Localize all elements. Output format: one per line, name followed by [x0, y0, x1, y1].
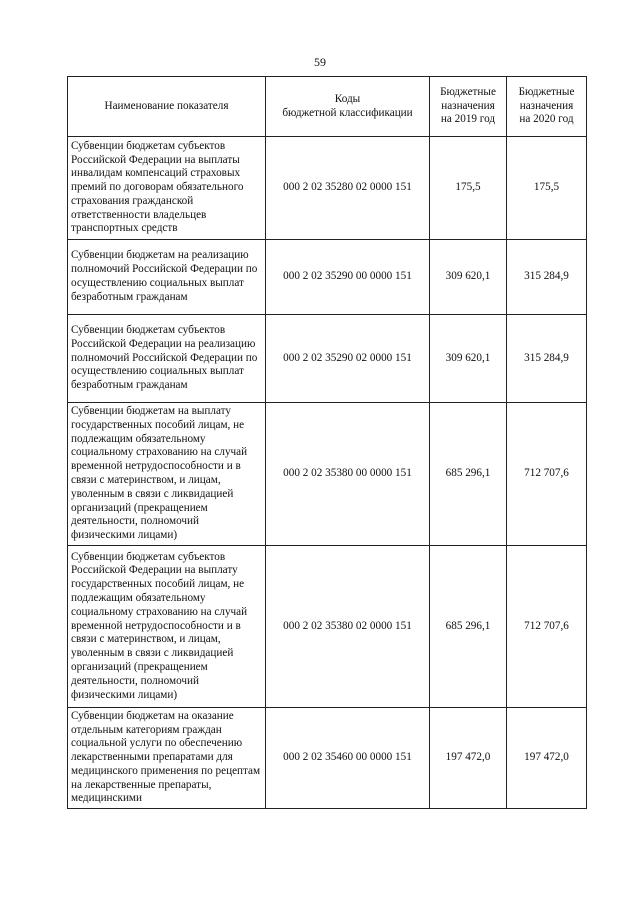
row-value-2020: 712 707,6: [507, 546, 587, 708]
row-value-2020: 175,5: [507, 137, 587, 240]
row-name: Субвенции бюджетам на оказание отдельным категориям граждан социальной услуги по обеспечению лекарственными препаратами для медицинского применения по рецептам на лекарственные препараты, медицинскими: [68, 708, 266, 809]
row-code: 000 2 02 35380 00 0000 151: [266, 403, 430, 546]
header-2019: Бюджетные назначения на 2019 год: [430, 77, 507, 137]
row-code: 000 2 02 35380 02 0000 151: [266, 546, 430, 708]
row-name: Субвенции бюджетам на реализацию полномочий Российской Федерации по осуществлению социальных выплат безработным гражданам: [68, 240, 266, 315]
row-name: Субвенции бюджетам субъектов Российской Федерации на выплату государственных пособий лицам, не подлежащим обязательному социальному страхованию на случай временной нетрудоспособности и в связи с материнством, и лицам, уволенным в связи с ликвидацией организаций (прекращением деятельности, полномочий физическими лицами): [68, 546, 266, 708]
table-header-row: [68, 77, 587, 137]
row-value-2019: 685 296,1: [430, 546, 507, 708]
row-value-2019: 197 472,0: [430, 708, 507, 809]
header-2020: Бюджетные назначения на 2020 год: [507, 77, 587, 137]
row-name: Субвенции бюджетам на выплату государственных пособий лицам, не подлежащим обязательному социальному страхованию на случай временной нетрудоспособности и в связи с материнством, и лицам, уволенным в связи с ликвидацией организаций (прекращением деятельности, полномочий физическими лицами): [68, 403, 266, 546]
row-value-2020: 315 284,9: [507, 315, 587, 403]
table-row: [68, 315, 587, 403]
table-row: [68, 708, 587, 809]
row-code: 000 2 02 35290 00 0000 151: [266, 240, 430, 315]
row-value-2019: 685 296,1: [430, 403, 507, 546]
row-value-2019: 309 620,1: [430, 315, 507, 403]
page-number: 59: [314, 55, 326, 69]
table-row: [68, 137, 587, 240]
row-name: Субвенции бюджетам субъектов Российской Федерации на реализацию полномочий Российской Федерации по осуществлению социальных выплат безработным гражданам: [68, 315, 266, 403]
row-value-2020: 712 707,6: [507, 403, 587, 546]
table-row: [68, 240, 587, 315]
budget-table: [67, 76, 587, 809]
header-name: Наименование показателя: [68, 77, 266, 137]
header-code: Коды бюджетной классификации: [266, 77, 430, 137]
table-row: [68, 403, 587, 546]
row-code: 000 2 02 35460 00 0000 151: [266, 708, 430, 809]
row-code: 000 2 02 35280 02 0000 151: [266, 137, 430, 240]
row-value-2020: 197 472,0: [507, 708, 587, 809]
row-value-2019: 309 620,1: [430, 240, 507, 315]
table-row: [68, 546, 587, 708]
row-value-2019: 175,5: [430, 137, 507, 240]
row-code: 000 2 02 35290 02 0000 151: [266, 315, 430, 403]
row-value-2020: 315 284,9: [507, 240, 587, 315]
row-name: Субвенции бюджетам субъектов Российской Федерации на выплаты инвалидам компенсаций страховых премий по договорам обязательного страхования гражданской ответственности владельцев транспортных средств: [68, 137, 266, 240]
